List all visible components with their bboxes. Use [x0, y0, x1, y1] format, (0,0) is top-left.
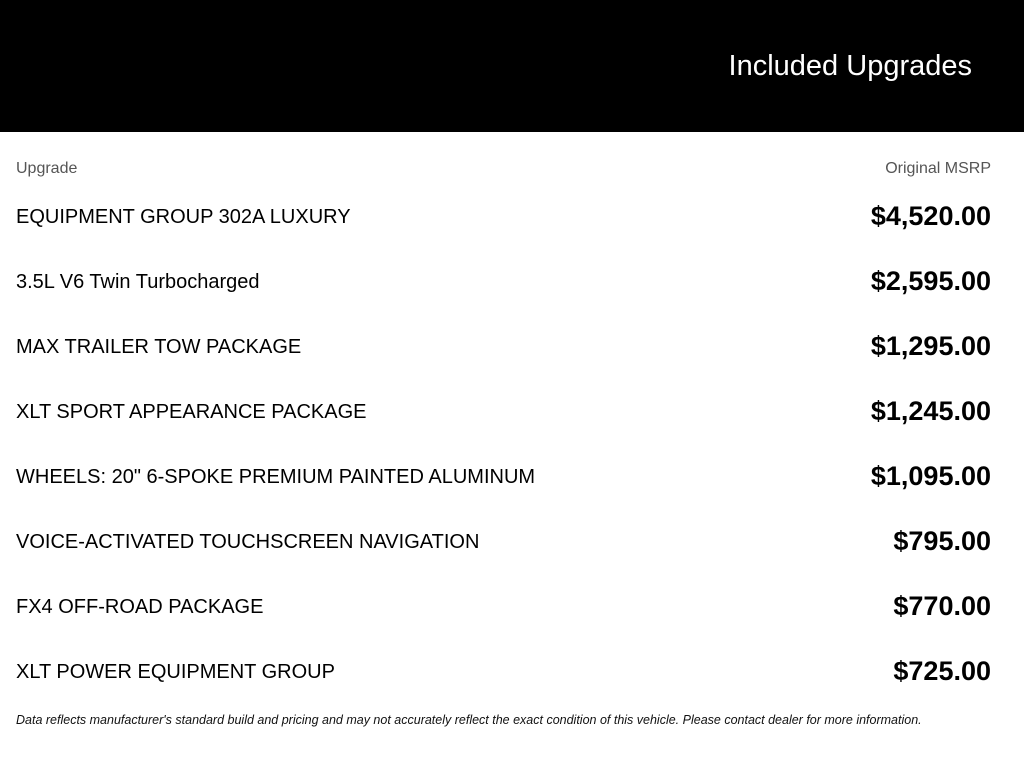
upgrade-price: $1,095.00	[870, 461, 991, 491]
upgrade-price: $2,595.00	[870, 266, 991, 296]
header-banner	[0, 0, 1024, 132]
upgrade-name: FX4 OFF-ROAD PACKAGE	[16, 596, 264, 618]
upgrade-name: EQUIPMENT GROUP 302A LUXURY	[16, 206, 351, 228]
upgrade-row	[16, 585, 991, 650]
upgrade-row	[16, 520, 991, 585]
upgrade-name: VOICE-ACTIVATED TOUCHSCREEN NAVIGATION	[16, 531, 480, 553]
upgrade-name: XLT SPORT APPEARANCE PACKAGE	[16, 401, 367, 423]
column-header-msrp: Original MSRP	[885, 160, 991, 177]
upgrade-row	[16, 455, 991, 520]
upgrade-row	[16, 325, 991, 390]
upgrade-price: $770.00	[893, 591, 991, 621]
upgrade-row	[16, 390, 991, 455]
upgrade-name: WHEELS: 20" 6-SPOKE PREMIUM PAINTED ALUMINUM	[16, 466, 536, 488]
upgrade-name: XLT POWER EQUIPMENT GROUP	[16, 661, 335, 683]
column-header-upgrade: Upgrade	[16, 160, 78, 177]
disclaimer-text: Data reflects manufacturer's standard build and pricing and may not accurately reflect the exact condition of this vehicle. Please contact dealer for more information.	[16, 713, 922, 727]
upgrade-price: $795.00	[893, 526, 991, 556]
upgrade-price: $725.00	[893, 656, 991, 686]
upgrade-name: MAX TRAILER TOW PACKAGE	[16, 336, 302, 358]
upgrade-name: 3.5L V6 Twin Turbocharged	[16, 271, 260, 293]
upgrade-row	[16, 650, 991, 715]
upgrade-row	[16, 195, 991, 260]
upgrades-list	[16, 195, 991, 715]
upgrade-price: $4,520.00	[870, 201, 991, 231]
upgrade-price: $1,295.00	[870, 331, 991, 361]
upgrade-row	[16, 260, 991, 325]
page-title: Included Upgrades	[728, 50, 972, 82]
table-header	[16, 160, 991, 180]
upgrade-price: $1,245.00	[870, 396, 991, 426]
